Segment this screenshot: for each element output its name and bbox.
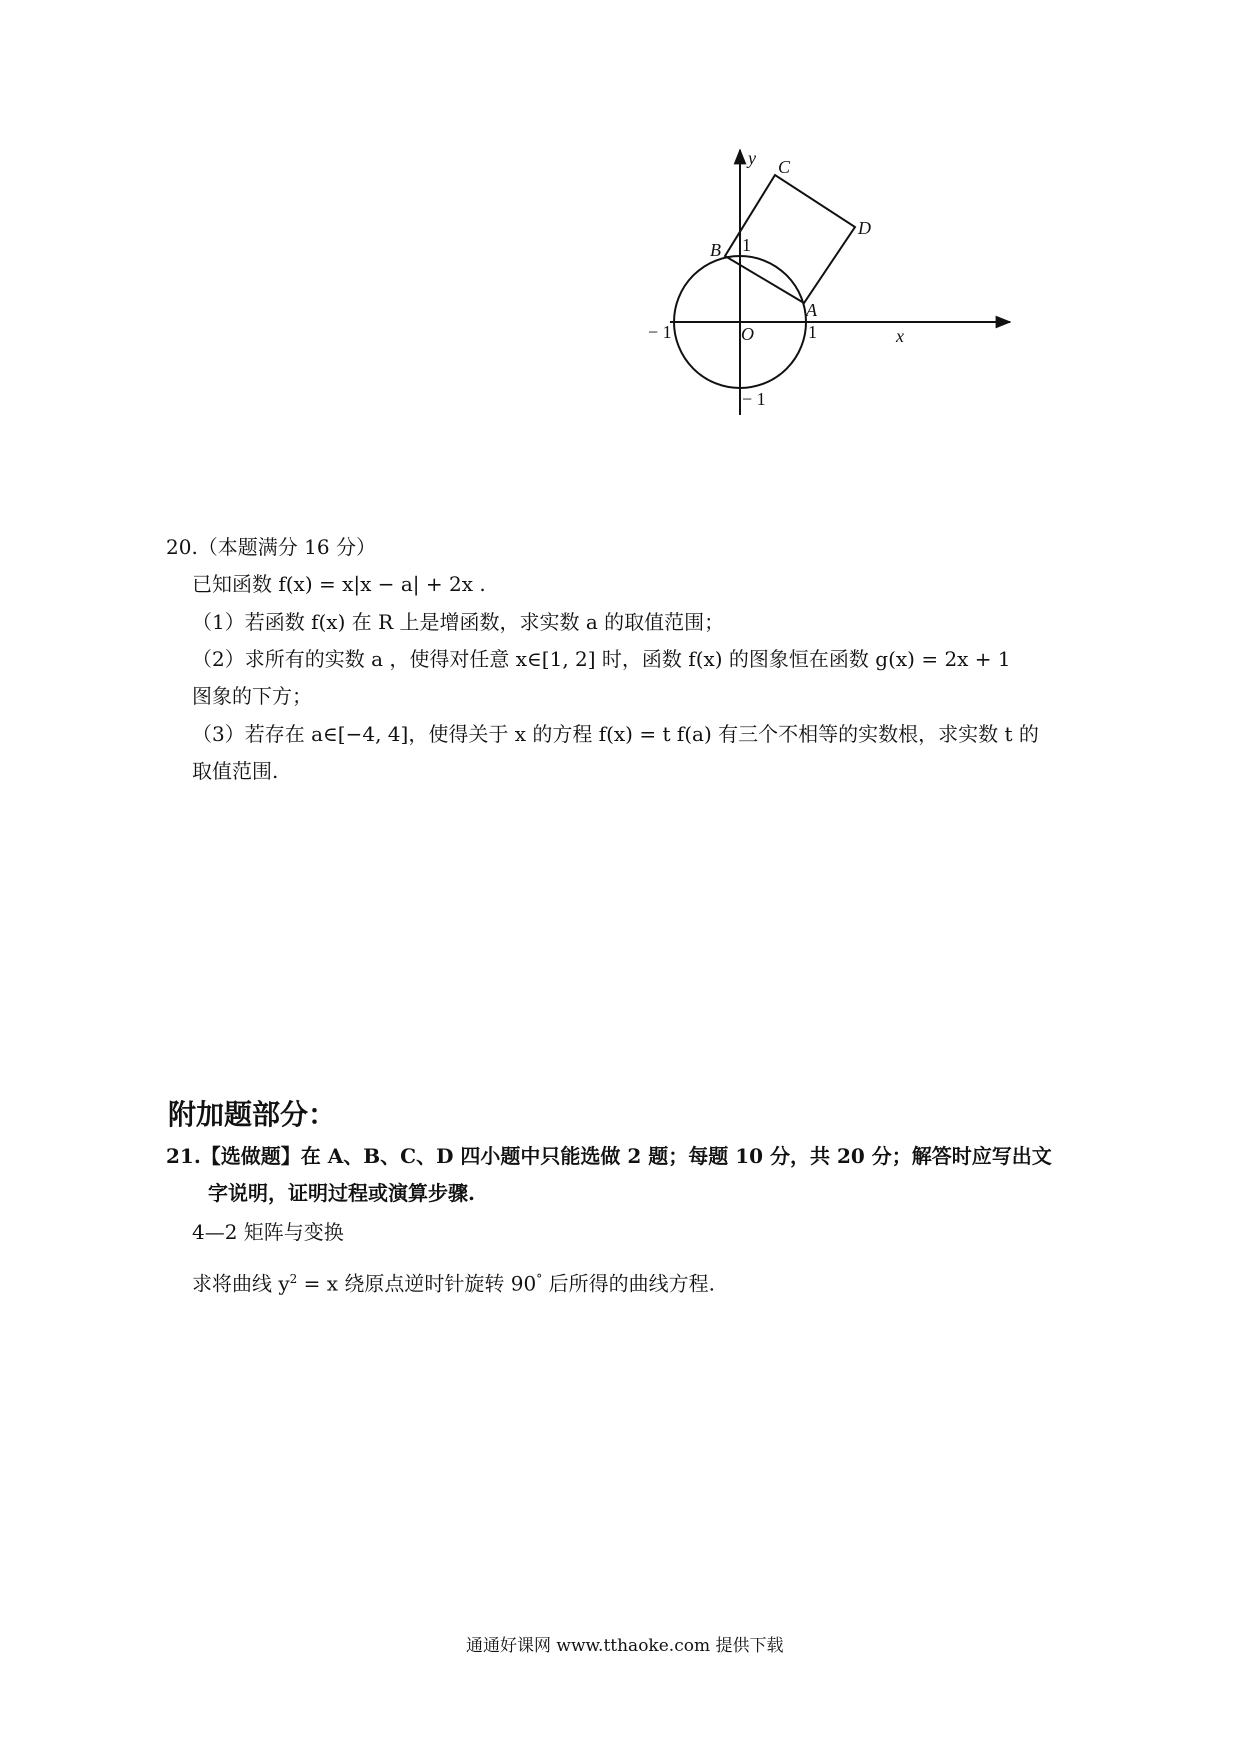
tick-pos1-y: 1 bbox=[742, 235, 751, 255]
tick-pos1-x: 1 bbox=[808, 322, 817, 342]
appendix-title: 附加题部分： bbox=[168, 1098, 337, 1131]
y-axis-label: y bbox=[748, 148, 756, 168]
tick-neg1-x: − 1 bbox=[648, 322, 672, 342]
problem-mid: = x 绕原点逆时针旋转 90 bbox=[297, 1271, 537, 1296]
problem-exponent: 2 bbox=[289, 1272, 298, 1286]
point-c-label: C bbox=[778, 157, 791, 177]
footer-text: 通通好课网 www.tthaoke.com 提供下载 bbox=[466, 1636, 784, 1656]
problem-degree: ° bbox=[536, 1272, 543, 1286]
point-d-label: D bbox=[858, 218, 871, 238]
point-b-label: B bbox=[710, 240, 721, 260]
geometry-diagram bbox=[648, 148, 1060, 480]
tick-neg1-y: − 1 bbox=[742, 389, 766, 409]
q20-part2-line1: （2）求所有的实数 a ，使得对任意 x∈[1, 2] 时，函数 f(x) 的图象恒在函数 g(x) = 2x + 1 bbox=[192, 647, 1011, 671]
point-a-label: A bbox=[806, 300, 817, 320]
q21-subtopic: 4—2 矩阵与变换 bbox=[192, 1220, 344, 1244]
q20-heading: 20.（本题满分 16 分） bbox=[166, 535, 376, 559]
q20-part1: （1）若函数 f(x) 在 R 上是增函数，求实数 a 的取值范围； bbox=[192, 610, 725, 634]
q21-problem bbox=[192, 1273, 715, 1294]
problem-prefix: 求将曲线 y bbox=[192, 1271, 290, 1296]
problem-suffix: 后所得的曲线方程. bbox=[542, 1271, 715, 1296]
x-axis-label: x bbox=[896, 326, 904, 346]
origin-label: O bbox=[741, 324, 754, 344]
q20-stem: 已知函数 f(x) = x|x − a| + 2x . bbox=[192, 572, 486, 596]
q21-line1: 21.【选做题】在 A、B、C、D 四小题中只能选做 2 题；每题 10 分，共 20 分；解答时应写出文 bbox=[166, 1144, 1052, 1168]
q20-part3-line1: （3）若存在 a∈[−4, 4]，使得关于 x 的方程 f(x) = t f(a) 有三个不相等的实数根，求实数 t 的 bbox=[192, 722, 1039, 746]
q20-part3-line2: 取值范围. bbox=[192, 759, 279, 783]
coordinate-figure bbox=[648, 148, 1060, 480]
q21-line2: 字说明，证明过程或演算步骤. bbox=[208, 1181, 475, 1205]
q20-part2-line2: 图象的下方； bbox=[192, 684, 312, 708]
